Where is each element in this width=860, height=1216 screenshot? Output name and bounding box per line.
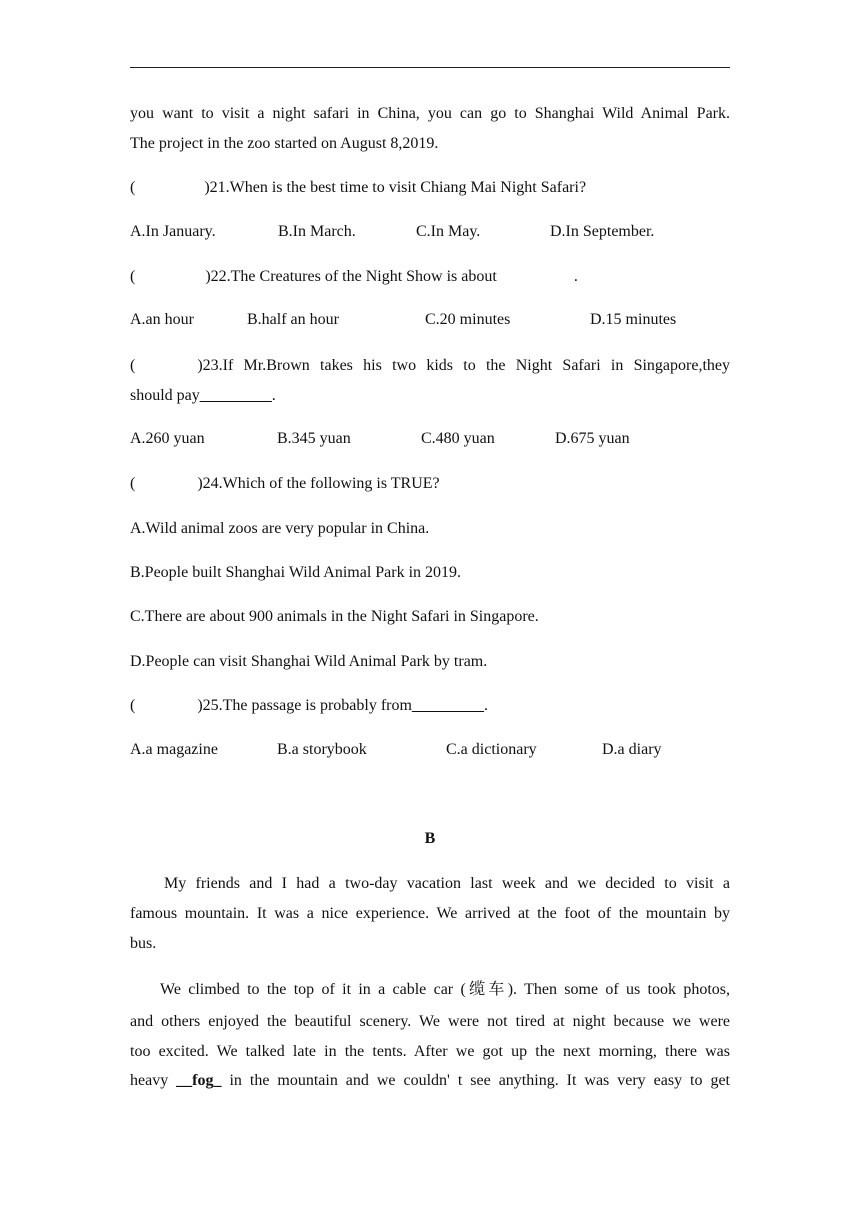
question-25: [130, 696, 730, 716]
option-d: D.People can visit Shanghai Wild Animal Park by tram.: [130, 653, 488, 670]
question-23: [130, 356, 730, 376]
option-c: C.a dictionary: [446, 741, 537, 758]
option-d: D.In September.: [550, 223, 655, 240]
text-fragment: in the mountain and we couldn' t see anything. It was very easy to get: [229, 1072, 730, 1089]
keyword-fog: __fog_: [176, 1072, 222, 1089]
option-b: B.345 yuan: [277, 430, 351, 447]
option-b: B.People built Shanghai Wild Animal Park in 2019.: [130, 564, 462, 581]
answer-paren-open: (: [130, 697, 136, 714]
option-d: D.a diary: [602, 741, 662, 758]
option-a: A.Wild animal zoos are very popular in China.: [130, 520, 430, 537]
question-stem: 22.The Creatures of the Night Show is about: [210, 268, 497, 285]
question-stem: 24.Which of the following is TRUE?: [202, 475, 440, 492]
answer-paren-open: (: [130, 475, 136, 492]
option-d: D.15 minutes: [590, 311, 677, 328]
question-23-continued: [130, 386, 730, 406]
option-c: C.20 minutes: [425, 311, 511, 328]
text-fragment: heavy: [130, 1072, 169, 1089]
question-21: [130, 178, 730, 198]
option-b: B.In March.: [278, 223, 356, 240]
section-heading: B: [424, 830, 436, 847]
answer-paren-open: (: [130, 357, 136, 374]
option-b: B.a storybook: [277, 741, 367, 758]
passage-b-line: famous mountain. It was a nice experience. We arrived at the foot of the mountain by: [130, 905, 730, 922]
option-a: A.an hour: [130, 311, 194, 328]
answer-paren-open: (: [130, 179, 136, 196]
option-c: C.In May.: [416, 223, 481, 240]
passage-b-line: We climbed to the top of it in a cable car (缆车). Then some of us took photos,: [160, 981, 730, 998]
option-c: C.480 yuan: [421, 430, 495, 447]
option-d: D.675 yuan: [555, 430, 630, 447]
answer-paren-close: ): [205, 268, 211, 285]
header-rule: [130, 67, 730, 68]
answer-paren-close: ): [197, 697, 203, 714]
answer-paren-close: ): [197, 475, 203, 492]
option-a: A.a magazine: [130, 741, 218, 758]
passage-text-line: you want to visit a night safari in China, you can go to Shanghai Wild Animal Park.: [130, 105, 730, 122]
passage-text-line: The project in the zoo started on August 8,2019.: [130, 135, 439, 152]
question-stem: 25.The passage is probably from: [202, 697, 412, 714]
answer-paren-close: ): [204, 179, 210, 196]
option-a: A.In January.: [130, 223, 216, 240]
fill-blank[interactable]: _________: [199, 387, 272, 404]
question-end: .: [271, 387, 276, 404]
option-b: B.half an hour: [247, 311, 339, 328]
fill-blank[interactable]: _________: [411, 697, 484, 714]
question-end: .: [573, 268, 578, 285]
answer-paren-open: (: [130, 268, 136, 285]
passage-b-line: and others enjoyed the beautiful scenery. We were not tired at night because we were: [130, 1013, 730, 1030]
passage-b-line: [130, 1071, 730, 1091]
answer-paren-close: ): [197, 357, 203, 374]
question-24: [130, 474, 730, 494]
question-stem: 23.If Mr.Brown takes his two kids to the Night Safari in Singapore,they: [202, 357, 730, 374]
passage-b-line: too excited. We talked late in the tents. After we got up the next morning, there was: [130, 1043, 730, 1060]
question-22: [130, 267, 730, 287]
question-stem-cont: should pay: [130, 387, 200, 404]
passage-b-line: bus.: [130, 935, 157, 952]
passage-b-line: My friends and I had a two-day vacation last week and we decided to visit a: [164, 875, 730, 892]
question-stem: 21.When is the best time to visit Chiang Mai Night Safari?: [209, 179, 587, 196]
option-a: A.260 yuan: [130, 430, 205, 447]
question-end: .: [483, 697, 488, 714]
option-c: C.There are about 900 animals in the Night Safari in Singapore.: [130, 608, 539, 625]
